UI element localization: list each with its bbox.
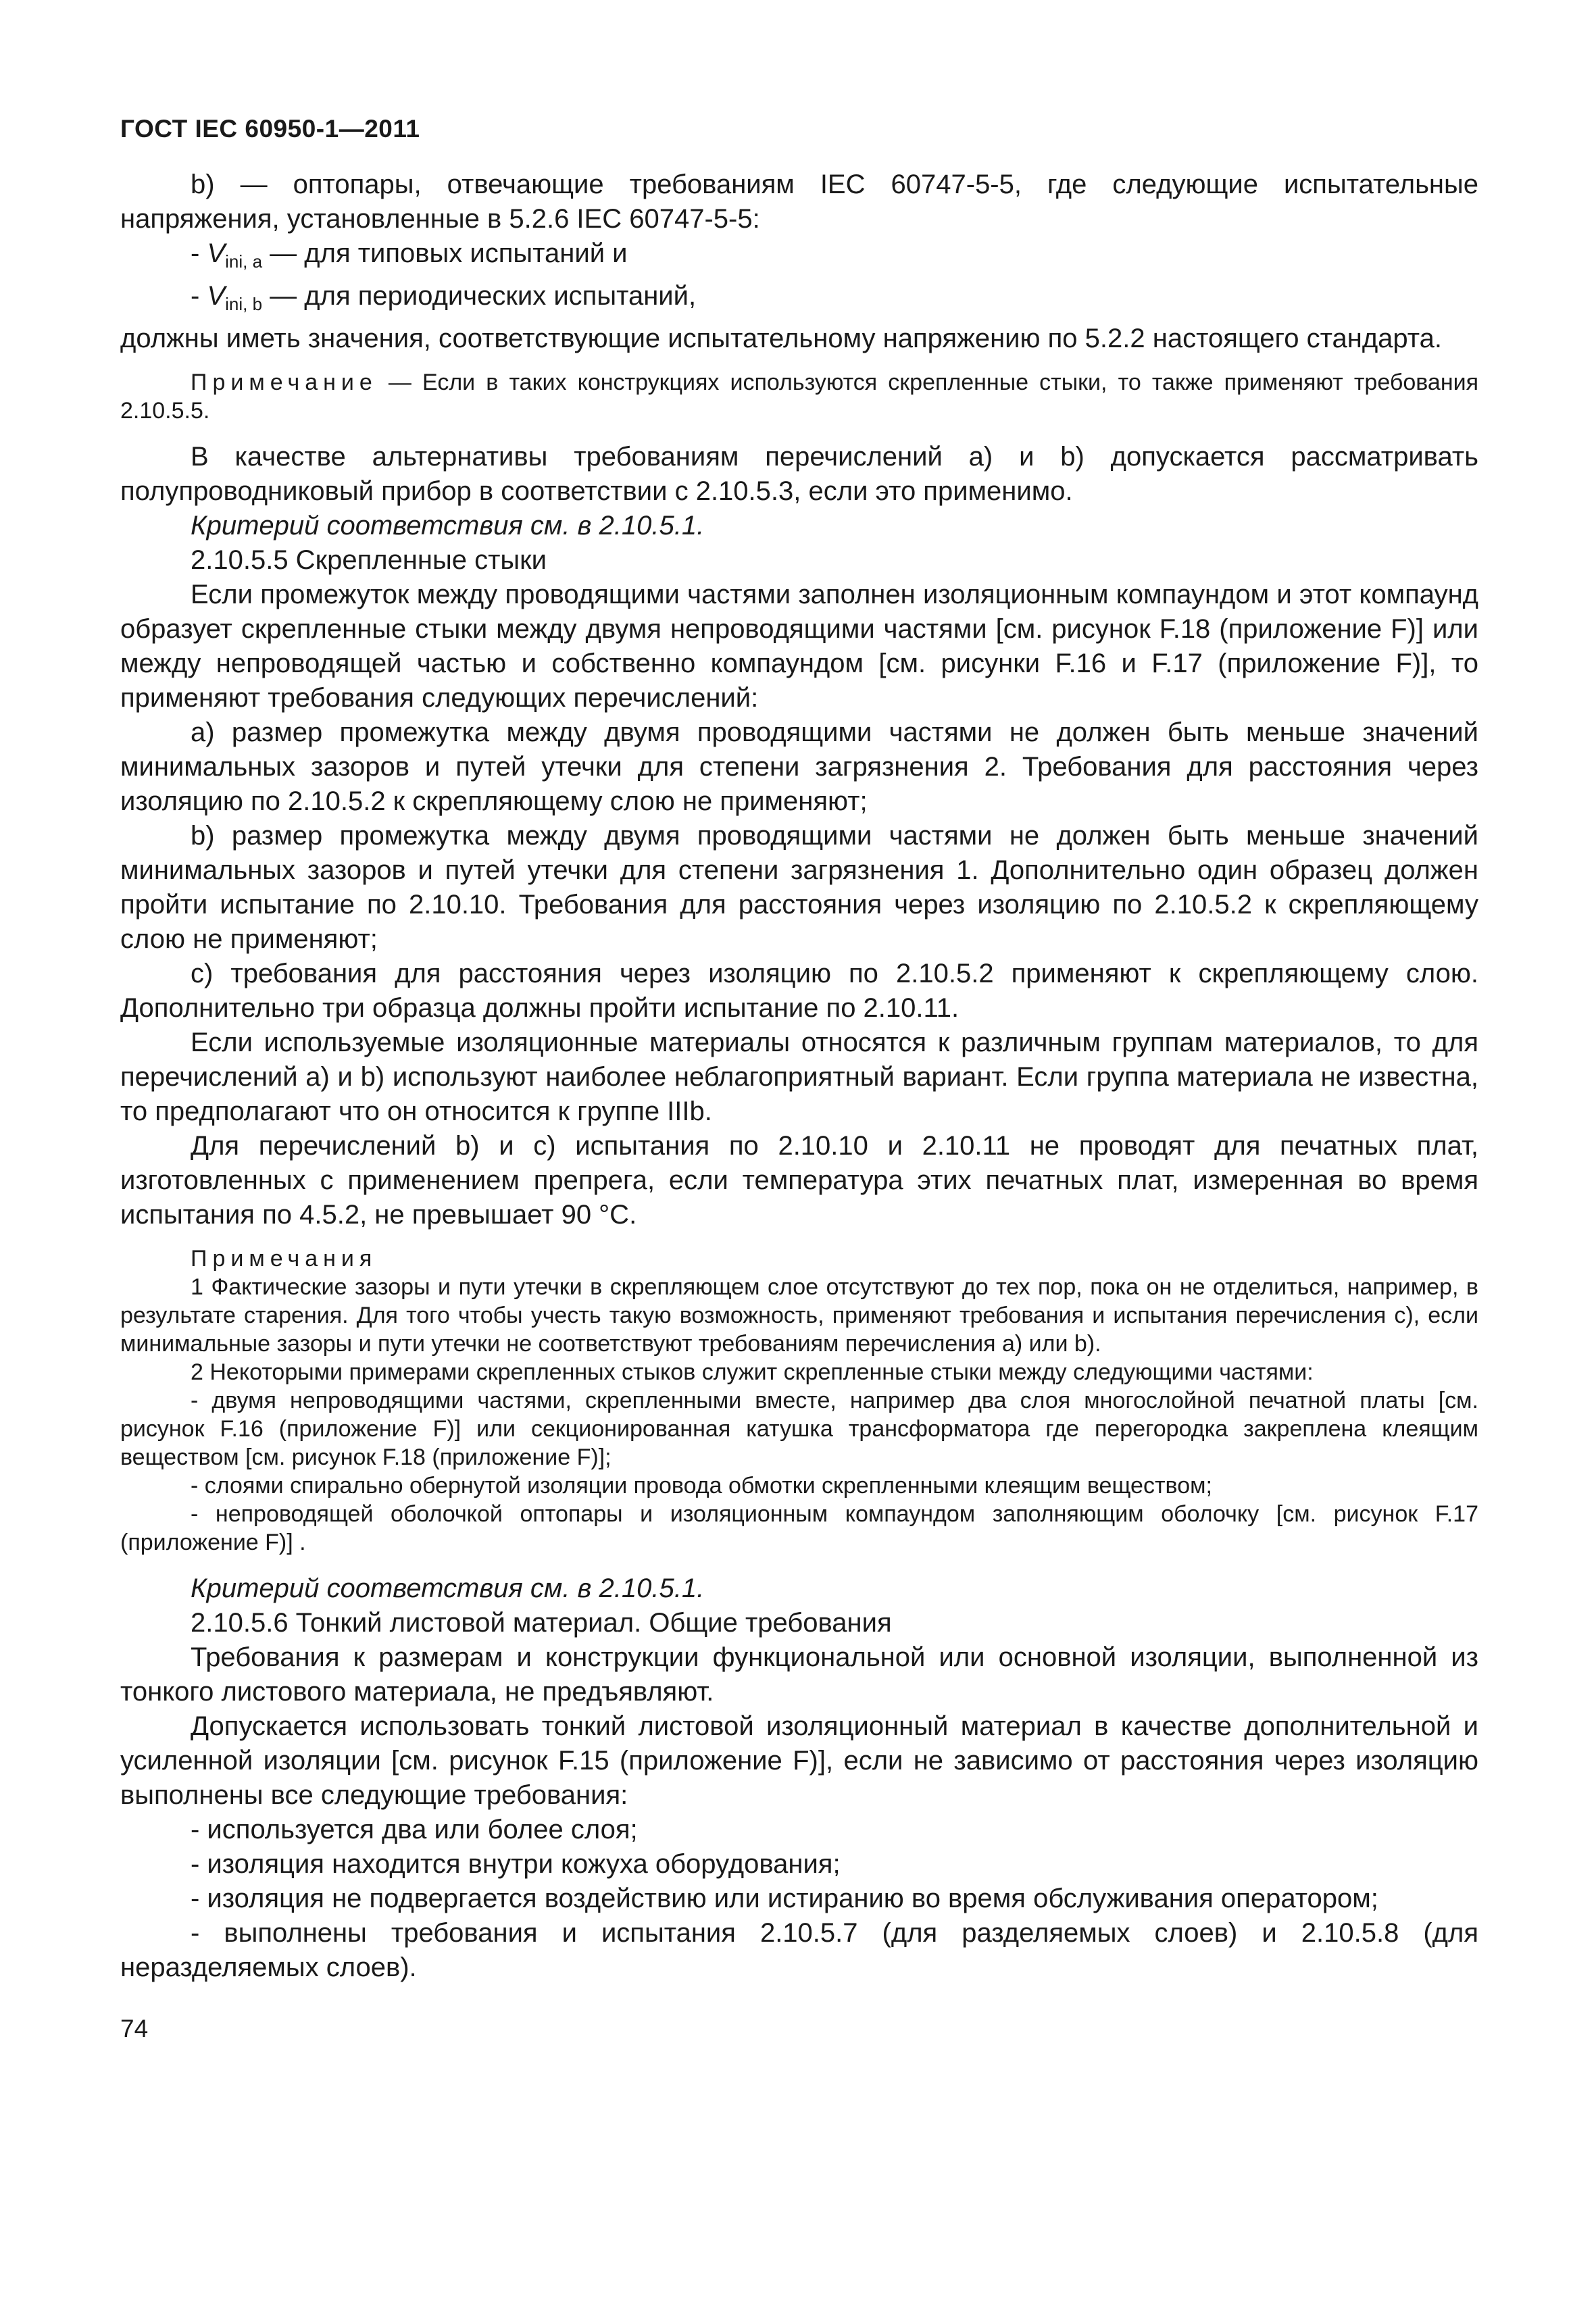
note-1 xyxy=(120,368,1478,425)
note-label: Примечание xyxy=(191,370,378,395)
document-header: ГОСТ IEC 60950-1—2011 xyxy=(120,115,420,143)
notes-label: Примечания xyxy=(191,1246,378,1272)
document-page xyxy=(120,115,1478,2043)
note-item: 1 Фактические зазоры и пути утечки в скрепляющем слое отсутствуют до тех пор, пока он не отделиться, например, в результате старения. Для того чтобы учесть такую возможность, применяют требования и испытания перечисления с), если минимальные зазоры и пути утечки не соответствуют требованиям перечисления а) или b). xyxy=(120,1274,1478,1357)
voltage-subscript: ini, b xyxy=(225,294,263,314)
voltage-symbol: V xyxy=(207,238,226,268)
note-item: - непроводящей оболочкой оптопары и изоляционным компаундом заполняющим оболочку [см. рисунок F.17 (приложение F)] . xyxy=(120,1501,1478,1555)
list-item: a) размер промежутка между двумя проводящими частями не должен быть меньше значений минимальных зазоров и путей утечки для степени загрязнения 2. Требования для расстояния через изоляцию по 2.10.5.2 к скрепляющему слою не применяют; xyxy=(120,718,1478,816)
paragraph: Если промежуток между проводящими частями заполнен изоляционным компаундом и этот компаунд образует скрепленные стыки между двумя непроводящими частями [см. рисунок F.18 (приложение F)] или между непроводящей частью и собственно компаундом [см. рисунки F.16 и F.17 (приложение F)], то применяют требования следующих перечислений: xyxy=(120,580,1478,713)
paragraph: Требования к размерам и конструкции функциональной или основной изоляции, выполненной из тонкого листового материала, не предъявляют. xyxy=(120,1642,1478,1707)
body-section-3 xyxy=(120,1571,1478,1985)
page-number: 74 xyxy=(120,2015,149,2042)
list-prefix: - xyxy=(191,238,207,268)
paragraph: В качестве альтернативы требованиям перечислений а) и b) допускается рассматривать полупроводниковый прибор в соответствии с 2.10.5.3, если это применимо. xyxy=(120,442,1478,506)
paragraph: должны иметь значения, соответствующие испытательному напряжению по 5.2.2 настоящего стандарта. xyxy=(120,324,1443,353)
note-item: - двумя непроводящими частями, скрепленными вместе, например два слоя многослойной печатной платы [см. рисунок F.16 (приложение F)] или секционированная катушка трансформатора где перегородка закреплена клеящим веществом [см. рисунок F.18 (приложение F)]; xyxy=(120,1388,1478,1470)
paragraph: b) — оптопары, отвечающие требованиям IEC 60747-5-5, где следующие испытательные напряжения, установленные в 5.2.6 IEC 60747-5-5: xyxy=(120,170,1478,234)
compliance-criterion: Критерий соответствия см. в 2.10.5.1. xyxy=(191,511,705,540)
list-item: b) размер промежутка между двумя проводящими частями не должен быть меньше значений минимальных зазоров и путей утечки для степени загрязнения 1. Дополнительно один образец должен пройти испытание по 2.10.10. Требования для расстояния через изоляцию по 2.10.5.2 к скрепляющему слою не применяют; xyxy=(120,821,1478,954)
voltage-symbol: V xyxy=(207,281,226,311)
list-text: — для типовых испытаний и xyxy=(262,238,628,268)
note-item: 2 Некоторыми примерами скрепленных стыков служит скрепленные стыки между следующими частями: xyxy=(191,1359,1314,1385)
list-item: - выполнены требования и испытания 2.10.5.7 (для разделяемых слоев) и 2.10.5.8 (для неразделяемых слоев). xyxy=(120,1918,1478,1982)
list-item: - изоляция находится внутри кожуха оборудования; xyxy=(191,1849,841,1879)
paragraph: Допускается использовать тонкий листовой изоляционный материал в качестве дополнительной и усиленной изоляции [см. рисунок F.15 (приложение F)], если не зависимо от расстояния через изоляцию выполнены все следующие требования: xyxy=(120,1711,1478,1810)
paragraph: Для перечислений b) и с) испытания по 2.10.10 и 2.10.11 не проводят для печатных плат, изготовленных с применением препрега, если температура этих печатных плат, измеренная во время испытания по 4.5.2, не превышает 90 °С. xyxy=(120,1131,1478,1230)
list-item xyxy=(120,236,1478,279)
list-item: - используется два или более слоя; xyxy=(191,1815,638,1844)
body-section-2 xyxy=(120,440,1478,1232)
list-item xyxy=(120,279,1478,322)
list-prefix: - xyxy=(191,281,207,311)
compliance-criterion: Критерий соответствия см. в 2.10.5.1. xyxy=(191,1574,705,1603)
note-paragraph xyxy=(120,368,1478,425)
list-item: - изоляция не подвергается воздействию или истиранию во время обслуживания оператором; xyxy=(191,1884,1378,1913)
body-section-1 xyxy=(120,168,1478,356)
paragraph: Если используемые изоляционные материалы относятся к различным группам материалов, то для перечислений а) и b) используют наиболее неблагоприятный вариант. Если группа материала не известна, то предполагают что он относится к группе IIIb. xyxy=(120,1028,1478,1126)
list-text: — для периодических испытаний, xyxy=(262,281,697,311)
section-heading: 2.10.5.6 Тонкий листовой материал. Общие требования xyxy=(191,1608,892,1638)
list-item: c) требования для расстояния через изоляцию по 2.10.5.2 применяют к скрепляющему слою. Дополнительно три образца должны пройти испытание по 2.10.11. xyxy=(120,959,1478,1023)
notes-block xyxy=(120,1244,1478,1557)
voltage-subscript: ini, a xyxy=(225,251,263,272)
note-item: - слоями спирально обернутой изоляции провода обмотки скрепленными клеящим веществом; xyxy=(191,1473,1212,1499)
section-heading: 2.10.5.5 Скрепленные стыки xyxy=(191,545,547,575)
note-text: — Если в таких конструкциях используются скрепленные стыки, то также применяют требования 2.10.5.5. xyxy=(120,370,1478,424)
